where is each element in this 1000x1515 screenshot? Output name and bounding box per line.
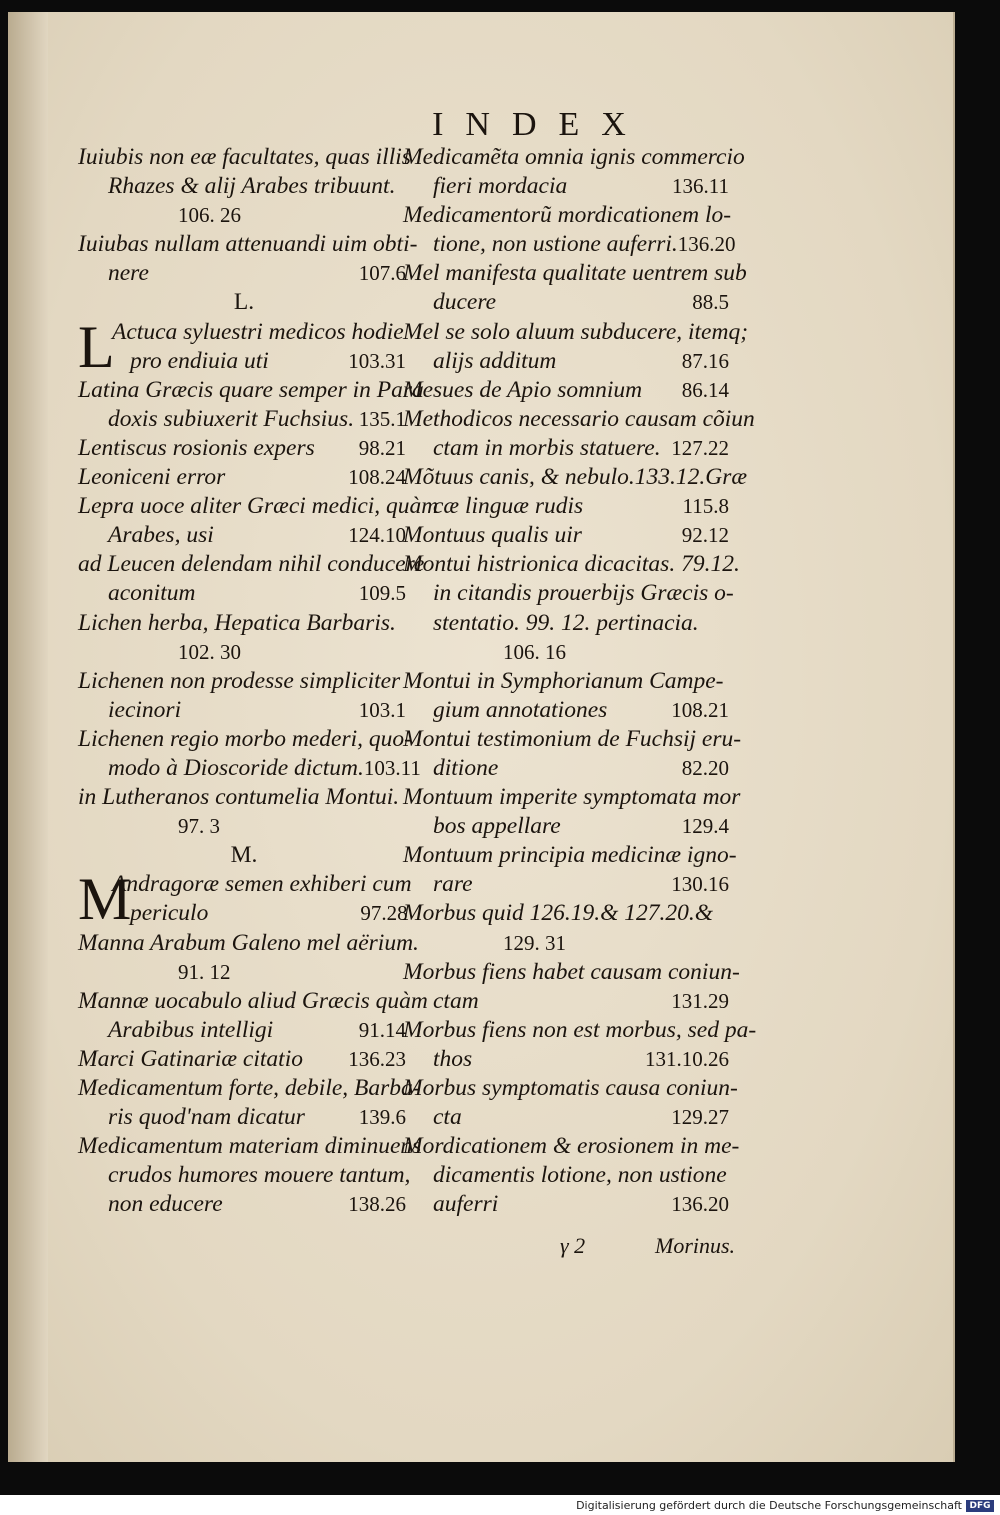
page-header: INDEX bbox=[432, 106, 648, 143]
entry-text: dicamentis lotione, non ustione bbox=[433, 1162, 727, 1189]
entry-text: Montui in Symphorianum Campe- bbox=[403, 667, 724, 694]
page-reference: 97.28 bbox=[360, 901, 408, 926]
page-reference: 106. 26 bbox=[178, 203, 241, 228]
entry-text: ditione bbox=[433, 754, 499, 781]
index-line bbox=[403, 201, 733, 230]
page-reference: 82.20 bbox=[681, 755, 729, 780]
index-column-left bbox=[78, 143, 439, 1219]
index-line bbox=[403, 667, 733, 696]
page-reference: 103.31 bbox=[348, 348, 406, 373]
index-line bbox=[403, 172, 733, 201]
index-line bbox=[78, 521, 410, 550]
drop-capital: M bbox=[78, 866, 132, 933]
entry-text: rare bbox=[433, 871, 473, 898]
index-line bbox=[78, 1016, 410, 1045]
entry-text: non educere bbox=[108, 1191, 223, 1218]
page-reference: 124.10 bbox=[348, 523, 406, 548]
index-line bbox=[78, 405, 410, 434]
index-line bbox=[78, 463, 410, 492]
page-reference: 115.8 bbox=[682, 494, 729, 519]
index-line bbox=[78, 376, 424, 405]
entry-text: ris quod'nam dicatur bbox=[108, 1104, 305, 1131]
index-line bbox=[78, 812, 410, 841]
index-line bbox=[403, 754, 733, 783]
entry-text: Latina Græcis quare semper in Para bbox=[78, 376, 424, 403]
entry-text: ducere bbox=[433, 289, 497, 316]
page-reference: 91.14 bbox=[358, 1017, 406, 1042]
index-line bbox=[78, 201, 410, 230]
entry-text: Mannæ uocabulo aliud Græcis quàm bbox=[78, 987, 428, 1014]
entry-text: Medicamentum materiam diminuens bbox=[78, 1133, 422, 1160]
page-reference: 103.1 bbox=[358, 697, 406, 722]
index-entry-dropcap bbox=[78, 313, 410, 380]
index-line bbox=[403, 899, 733, 928]
entry-text: fieri mordacia bbox=[433, 173, 568, 200]
index-line bbox=[403, 1016, 757, 1045]
entry-text: Montuum principia medicinæ igno- bbox=[403, 842, 737, 869]
entry-text: Manna Arabum Galeno mel aërium. bbox=[78, 929, 419, 956]
entry-text: in Lutheranos contumelia Montui. bbox=[78, 784, 400, 811]
page-reference: 108.21 bbox=[671, 697, 729, 722]
entry-text: Montuus qualis uir bbox=[403, 522, 582, 549]
index-line bbox=[78, 1190, 410, 1219]
page-reference: 92.12 bbox=[681, 523, 729, 548]
entry-text: Lichenen non prodesse simpliciter bbox=[78, 667, 401, 694]
index-line bbox=[78, 987, 428, 1016]
entry-text: L. bbox=[233, 289, 255, 316]
catchword: Morinus. bbox=[655, 1233, 736, 1258]
entry-text: Medicamentum forte, debile, Barba- bbox=[78, 1075, 421, 1101]
index-line bbox=[403, 609, 733, 638]
entry-text: iecinori bbox=[108, 696, 182, 723]
entry-text: modo à Dioscoride dictum. bbox=[108, 754, 364, 781]
entry-text: bos appellare bbox=[433, 813, 561, 840]
index-line bbox=[403, 725, 742, 754]
entry-text: Morbus fiens habet causam coniun- bbox=[403, 958, 740, 985]
index-line bbox=[78, 579, 410, 608]
entry-text: Mõtuus canis, & nebulo.133.12.Græ bbox=[403, 464, 748, 491]
index-line bbox=[403, 405, 755, 434]
page-reference: 136.23 bbox=[348, 1046, 406, 1071]
page-reference: 91. 12 bbox=[178, 959, 231, 984]
entry-text: pro endiuia uti bbox=[130, 347, 269, 374]
drop-capital: L bbox=[78, 313, 115, 380]
entry-text: Morbus symptomatis causa coniun- bbox=[403, 1075, 738, 1101]
entry-text: Medicamentorũ mordicationem lo- bbox=[403, 202, 732, 229]
index-line bbox=[403, 1161, 733, 1190]
entry-text: Montui testimonium de Fuchsij eru- bbox=[403, 725, 742, 752]
index-line bbox=[403, 841, 737, 870]
entry-text: Medicamẽta omnia ignis commercio bbox=[403, 144, 745, 170]
entry-text: alijs additum bbox=[433, 347, 557, 374]
page-reference: 103.11 bbox=[363, 755, 421, 780]
index-line bbox=[403, 463, 748, 492]
entry-text: Iuiubas nullam attenuandi uim obti- bbox=[78, 231, 418, 258]
entry-text: ad Leucen delendam nihil conducere bbox=[78, 551, 425, 578]
entry-text: Andragoræ semen exhiberi cum bbox=[112, 871, 412, 898]
entry-text: crudos humores mouere tantum, bbox=[108, 1162, 411, 1189]
entry-text: Morbus fiens non est morbus, sed pa- bbox=[403, 1016, 757, 1043]
index-line bbox=[78, 172, 410, 201]
entry-text: thos bbox=[433, 1045, 473, 1072]
entry-text: Lichen herba, Hepatica Barbaris. bbox=[78, 609, 396, 636]
entry-text: aconitum bbox=[108, 580, 196, 607]
index-line bbox=[78, 1074, 421, 1103]
index-line bbox=[403, 1074, 738, 1103]
entry-text: tione, non ustione auferri. bbox=[433, 231, 678, 258]
index-line bbox=[78, 696, 410, 725]
entry-text: periculo bbox=[130, 900, 209, 927]
entry-text: Methodicos necessario causam cõiun bbox=[403, 405, 755, 432]
entry-text: Iuiubis non eæ facultates, quas illis bbox=[78, 144, 411, 170]
page-reference: 87.16 bbox=[681, 348, 729, 373]
entry-text: Mordicationem & erosionem in me- bbox=[403, 1133, 740, 1160]
index-line bbox=[403, 929, 733, 958]
index-line bbox=[78, 958, 410, 987]
index-line bbox=[403, 812, 733, 841]
entry-text: Arabes, usi bbox=[108, 522, 214, 549]
index-line bbox=[78, 667, 410, 696]
entry-text: Lepra uoce aliter Græci medici, quàm bbox=[78, 493, 439, 520]
entry-text: Arabibus intelligi bbox=[108, 1016, 274, 1043]
index-line bbox=[78, 1045, 410, 1074]
index-line bbox=[78, 783, 410, 812]
index-line bbox=[78, 638, 410, 667]
index-column-right bbox=[403, 143, 757, 1219]
index-line bbox=[78, 725, 410, 754]
page-reference: 109.5 bbox=[358, 581, 406, 606]
entry-text: ctam in morbis statuere. bbox=[433, 434, 661, 461]
page-reference: 127.22 bbox=[671, 435, 729, 460]
entry-text: Montui histrionica dicacitas. 79.12. bbox=[403, 551, 740, 578]
index-line bbox=[403, 579, 733, 608]
page-reference: 136.20 bbox=[671, 1192, 729, 1217]
digitization-credit: Digitalisierung gefördert durch die Deutsche Forschungsgemeinschaft bbox=[576, 1499, 962, 1512]
page-reference: 138.26 bbox=[348, 1192, 406, 1217]
index-line bbox=[78, 1161, 410, 1190]
page-reference: 136.20 bbox=[677, 232, 736, 257]
index-line bbox=[403, 987, 733, 1016]
index-entry-dropcap bbox=[78, 866, 412, 933]
entry-text: auferri bbox=[433, 1191, 499, 1218]
entry-text: Montuum imperite symptomata mor bbox=[403, 784, 741, 811]
page-reference: 129.27 bbox=[671, 1105, 729, 1130]
page-reference: 97. 3 bbox=[178, 814, 220, 839]
index-line bbox=[78, 230, 418, 259]
index-line bbox=[403, 1132, 740, 1161]
page-reference: 129.4 bbox=[681, 814, 729, 839]
index-line bbox=[78, 259, 410, 288]
index-line bbox=[403, 1045, 733, 1074]
page-reference: 86.14 bbox=[681, 377, 729, 402]
index-line bbox=[403, 1190, 733, 1219]
index-line bbox=[403, 259, 747, 288]
index-line bbox=[403, 521, 733, 550]
index-line bbox=[403, 492, 733, 521]
index-line bbox=[78, 492, 439, 521]
entry-text: cta bbox=[433, 1104, 462, 1131]
entry-text: Mesues de Apio somnium bbox=[403, 376, 643, 403]
index-line bbox=[403, 376, 733, 405]
index-line bbox=[403, 870, 733, 899]
index-line bbox=[403, 696, 733, 725]
page-reference: 108.24 bbox=[348, 465, 406, 490]
signature-mark: γ 2 bbox=[560, 1233, 586, 1258]
page-reference: 131.29 bbox=[671, 988, 729, 1013]
section-letter bbox=[78, 288, 410, 317]
entry-text: Marci Gatinariæ citatio bbox=[78, 1045, 303, 1072]
entry-text: Rhazes & alij Arabes tribuunt. bbox=[108, 173, 396, 200]
page-reference: 88.5 bbox=[692, 290, 729, 315]
index-line bbox=[78, 143, 410, 172]
entry-text: doxis subiuxerit Fuchsius. bbox=[108, 405, 355, 432]
index-line bbox=[403, 143, 745, 172]
index-line bbox=[403, 958, 740, 987]
entry-text: Mel se solo aluum subducere, itemq; bbox=[403, 318, 749, 345]
page-reference: 106. 16 bbox=[503, 639, 566, 664]
index-line bbox=[403, 434, 733, 463]
entry-text: nere bbox=[108, 260, 149, 287]
page-reference: 139.6 bbox=[358, 1105, 406, 1130]
entry-text: Lichenen regio morbo mederi, quo- bbox=[78, 725, 412, 752]
entry-text: gium annotationes bbox=[433, 696, 608, 723]
entry-text: stentatio. 99. 12. pertinacia. bbox=[433, 609, 699, 636]
index-line bbox=[403, 638, 733, 667]
page-reference: 102. 30 bbox=[178, 639, 241, 664]
entry-text: Actuca syluestri medicos hodie bbox=[112, 318, 404, 345]
dfg-logo: DFG bbox=[966, 1500, 994, 1512]
entry-text: in citandis prouerbijs Græcis o- bbox=[433, 580, 734, 607]
page-reference: 131.10.26 bbox=[645, 1046, 729, 1071]
index-line bbox=[403, 550, 740, 579]
index-line bbox=[403, 347, 733, 376]
entry-text: Leoniceni error bbox=[78, 464, 226, 491]
index-line bbox=[78, 434, 410, 463]
index-line bbox=[403, 318, 749, 347]
entry-text: cæ linguæ rudis bbox=[433, 493, 584, 520]
page-reference: 135.1 bbox=[358, 406, 406, 431]
index-line bbox=[78, 754, 421, 783]
index-line bbox=[78, 1103, 410, 1132]
entry-text: Mel manifesta qualitate uentrem sub bbox=[403, 260, 747, 287]
index-line bbox=[403, 230, 736, 259]
entry-text: ctam bbox=[433, 987, 479, 1014]
index-line bbox=[78, 1132, 422, 1161]
page-gutter bbox=[8, 12, 48, 1462]
index-line bbox=[78, 550, 425, 579]
entry-text: Lentiscus rosionis expers bbox=[78, 434, 315, 461]
index-line bbox=[78, 609, 410, 638]
index-line bbox=[403, 1103, 733, 1132]
page-reference: 136.11 bbox=[672, 174, 729, 199]
page-reference: 129. 31 bbox=[503, 930, 566, 955]
entry-text: Morbus quid 126.19.& 127.20.& bbox=[403, 900, 714, 927]
index-line bbox=[403, 288, 733, 317]
page-reference: 107.6 bbox=[358, 261, 406, 286]
index-line bbox=[78, 929, 419, 958]
page-reference: 130.16 bbox=[671, 872, 729, 897]
page-reference: 98.21 bbox=[358, 435, 406, 460]
index-line bbox=[403, 783, 741, 812]
entry-text: M. bbox=[230, 842, 258, 869]
